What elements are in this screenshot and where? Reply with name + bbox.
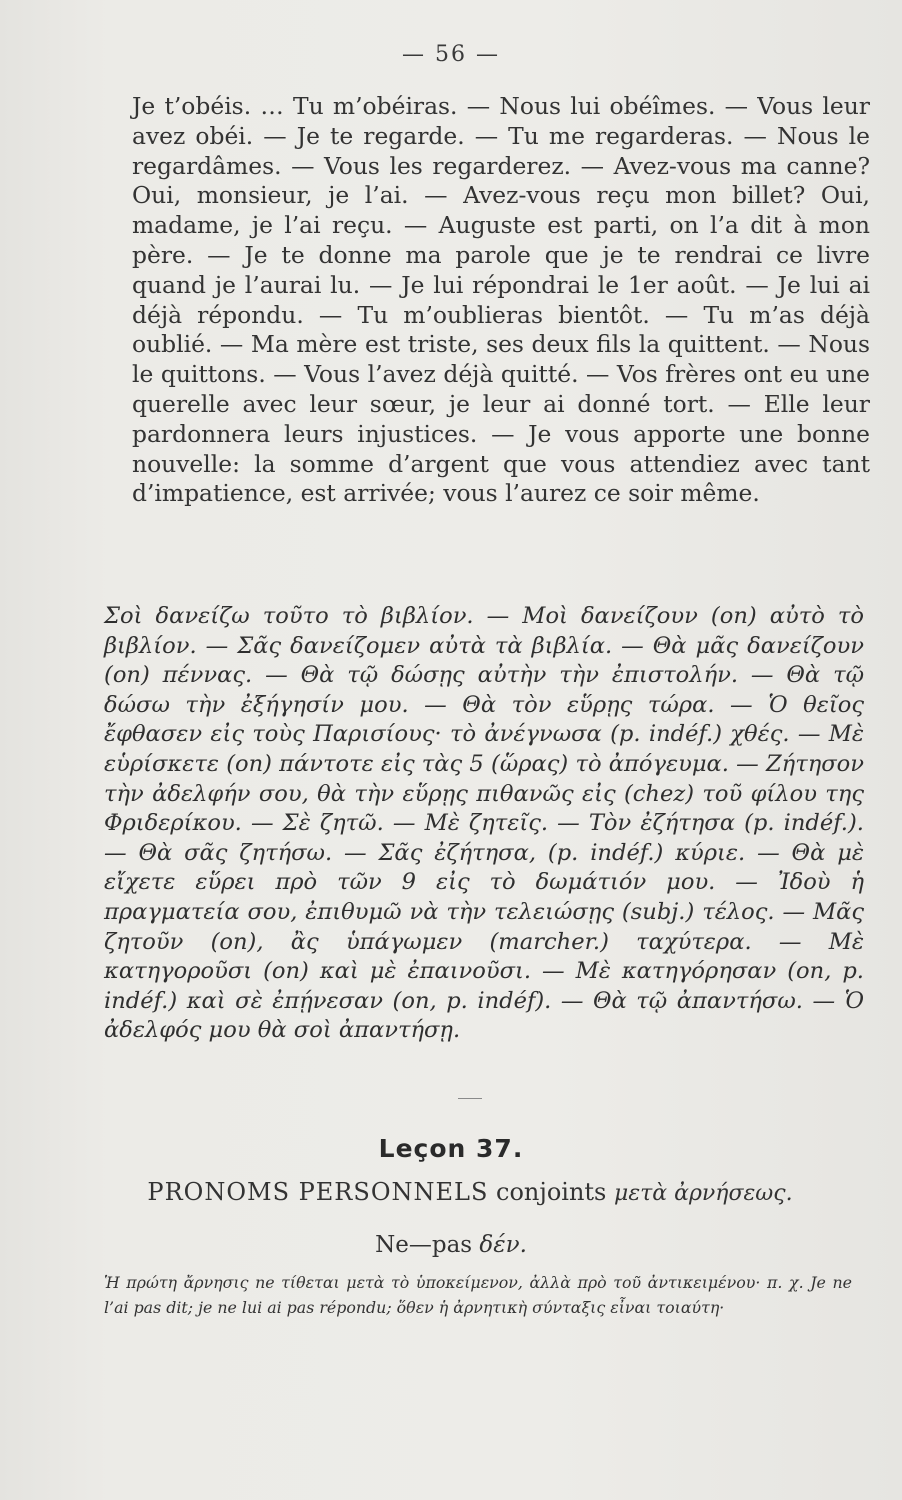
footnote-paragraph: Ἡ πρώτη ἄρνησις ne τίθεται μετὰ τὸ ὑποκείμενον, ἀλλὰ πρὸ τοῦ ἀντικειμένου· π. χ. Je ne l’ai pas dit; je ne lui ai pas répondu; ὅθεν ἡ ἀρνητικὴ σύνταξις εἶναι τοιαύτη· <box>104 1273 852 1317</box>
subtitle-greek: δέν. <box>479 1232 527 1258</box>
lesson-title: Leçon 37. <box>378 1134 524 1163</box>
section-title <box>120 1178 820 1206</box>
section-title-caps: PRONOMS PERSONNELS <box>147 1178 489 1206</box>
lesson-subtitle <box>0 1232 902 1258</box>
section-divider <box>458 1098 482 1099</box>
subtitle-french: Ne—pas <box>375 1232 473 1258</box>
page-number: — 56 — <box>402 42 500 67</box>
french-exercise-paragraph: Je t’obéis. … Tu m’obéiras. — Nous lui obéîmes. — Vous leur avez obéi. — Je te regarde. — Tu me regarderas. — Nous le regardâmes. — Vous les regarderez. — Avez-vous ma canne? Oui, monsieur, je l’ai. — Avez-vous reçu mon billet? Oui, madame, je l’ai reçu. — Auguste est parti, on l’a dit à mon père. — Je te donne ma parole que je te rendrai ce livre quand je l’aurai lu. — Je lui répondrai le 1er août. — Je lui ai déjà répondu. — Tu m’oublieras bientôt. — Tu m’as déjà oublié. — Ma mère est triste, ses deux fils la quittent. — Nous le quittons. — Vous l’avez déjà quitté. — Vos frères ont eu une querelle avec leur sœur, je leur ai donné tort. — Elle leur pardonnera leurs injustices. — Je vous apporte une bonne nouvelle: la somme d’argent que vous attendiez avec tant d’impatience, est arrivée; vous l’aurez ce soir même. <box>132 92 870 508</box>
section-title-rest: conjoints <box>496 1178 607 1206</box>
section-title-greek: μετὰ ἀρνήσεως. <box>614 1181 793 1206</box>
greek-exercise-paragraph: Σοὶ δανείζω τοῦτο τὸ βιβλίον. — Μοὶ δανείζουν (on) αὐτὸ τὸ βιβλίον. — Σᾶς δανείζομεν αὐτὰ τὰ βιβλία. — Θὰ μᾶς δανείζουν (on) πέννας. — Θὰ τῷ δώσῃς αὐτὴν τὴν ἐπιστολήν. — Θὰ τῷ δώσω τὴν ἐξήγησίν μου. — Θὰ τὸν εὕρῃς τώρα. — Ὁ θεῖος ἔφθασεν εἰς τοὺς Παρισίους· τὸ ἀνέγνωσα (p. indéf.) χθές. — Μὲ εὑρίσκετε (on) πάντοτε εἰς τὰς 5 (ὥρας) τὸ ἀπόγευμα. — Ζήτησον τὴν ἀδελφήν σου, θὰ τὴν εὕρῃς πιθανῶς εἰς (chez) τοῦ φίλου της Φριδερίκου. — Σὲ ζητῶ. — Μὲ ζητεῖς. — Τὸν ἐζήτησα (p. indéf.). — Θὰ σᾶς ζητήσω. — Σᾶς ἐζήτησα, (p. indéf.) κύριε. — Θὰ μὲ εἴχετε εὕρει πρὸ τῶν 9 εἰς τὸ δωμάτιόν μου. — Ἰδοὺ ἡ πραγματεία σου, ἐπιθυμῶ νὰ τὴν τελειώσῃς (subj.) τέλος. — Μᾶς ζητοῦν (on), ἂς ὑπάγωμεν (marcher.) ταχύτερα. — Μὲ κατηγοροῦσι (on) καὶ μὲ ἐπαινοῦσι. — Μὲ κατηγόρησαν (on, p. indéf.) καὶ σὲ ἐπῄνεσαν (on, p. indéf). — Θὰ τῷ ἀπαντήσω. — Ὁ ἀδελφός μου θὰ σοὶ ἀπαντήσῃ. <box>104 603 864 1044</box>
